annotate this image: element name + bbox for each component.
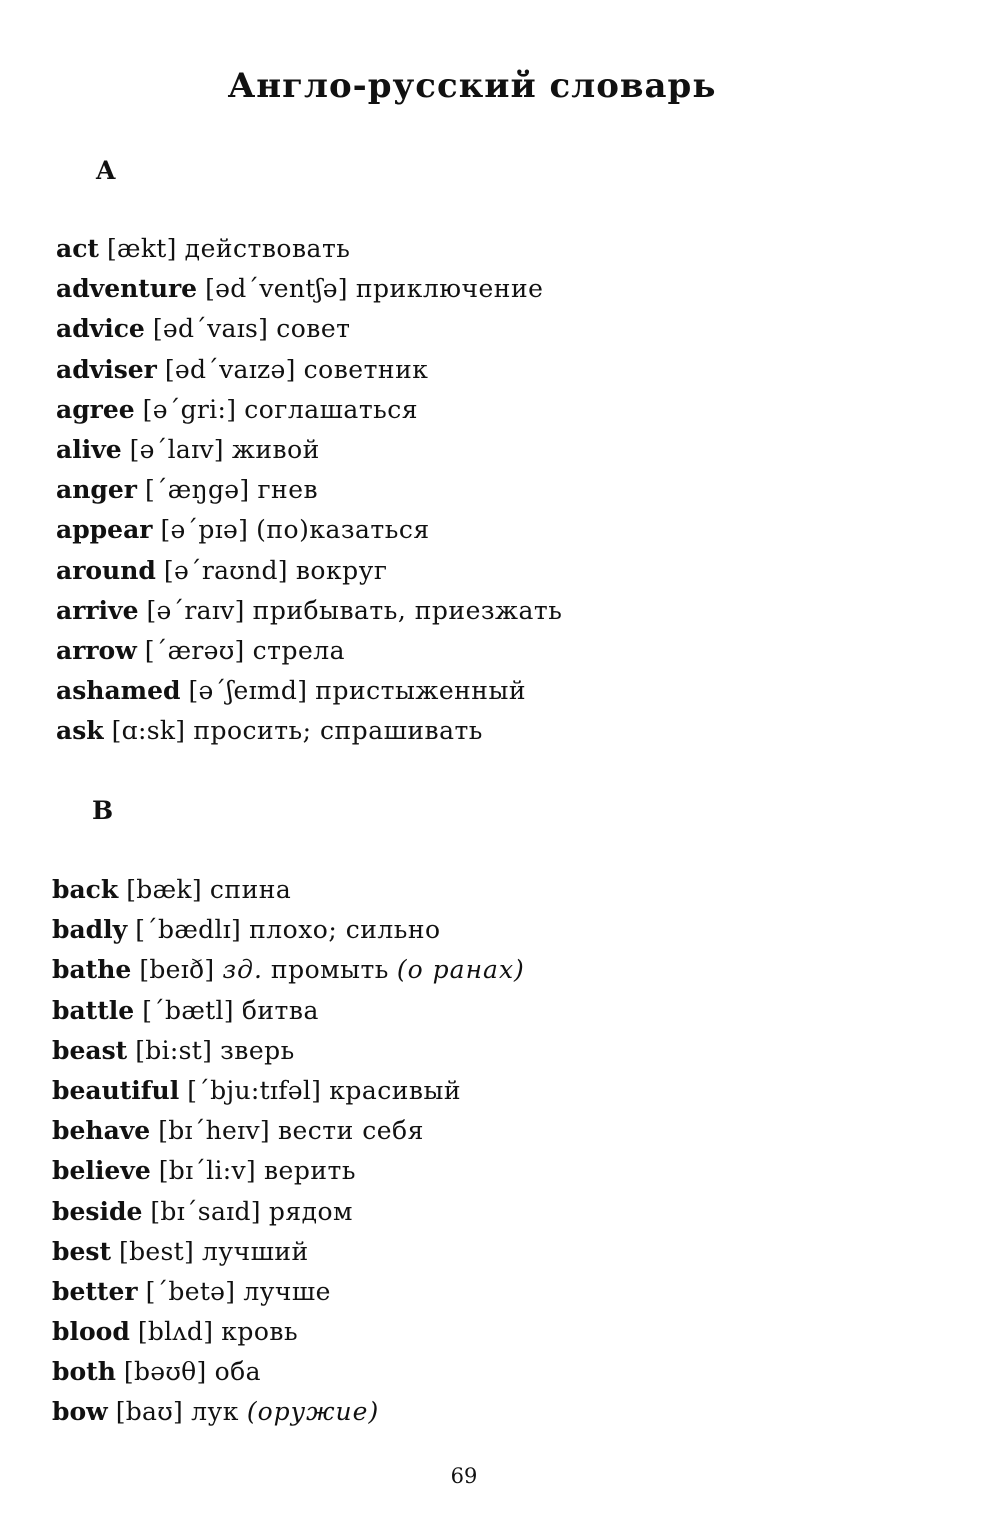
pronunciation: [΄betə] [145,1276,236,1306]
dictionary-entry [56,229,562,269]
pronunciation: [beɪð] [139,955,215,985]
headword: believe [52,1156,151,1186]
section-heading-b: B [92,796,114,825]
headword: arrow [56,635,137,665]
dictionary-entry [56,470,562,510]
dictionary-entry [52,1312,525,1352]
headword: anger [56,475,137,505]
pronunciation: [ɑ:sk] [111,716,186,746]
pronunciation: [ə΄ʃeɪmd] [188,676,308,706]
pronunciation: [əd΄vaɪs] [152,314,269,344]
dictionary-entry [52,1352,525,1392]
pronunciation: [΄bædlɪ] [135,915,242,945]
dictionary-entry [56,551,562,591]
headword: arrive [56,595,139,625]
translation: оба [214,1357,262,1387]
dictionary-entry [52,1111,525,1151]
dictionary-entry [52,950,525,990]
page-number: 69 [450,1464,478,1488]
translation: пристыженный [315,676,527,706]
pronunciation: [blʌd] [137,1317,214,1347]
dictionary-entry [52,1151,525,1191]
translation: лучше [243,1276,331,1306]
headword: beast [52,1035,128,1065]
pronunciation: [ə΄gri:] [142,394,237,424]
headword: badly [52,915,128,945]
pronunciation: [bɪ΄li:v] [158,1156,256,1186]
translation: плохо; сильно [249,915,441,945]
entry-list-a [56,229,562,751]
dictionary-entry [56,350,562,390]
pronunciation: [΄bætl] [142,995,234,1025]
dictionary-entry [52,870,525,910]
translation: лук [191,1397,239,1427]
dictionary-entry [56,711,562,751]
pronunciation: [΄æŋgə] [144,475,250,505]
headword: both [52,1357,116,1387]
headword: blood [52,1317,130,1347]
translation: кровь [221,1317,299,1347]
headword: back [52,875,119,904]
dictionary-entry [56,671,562,711]
dictionary-entry [52,991,525,1031]
translation: вокруг [295,555,388,585]
translation-note: (о ранах) [396,955,525,985]
headword: agree [56,394,135,424]
headword: adviser [56,354,157,384]
dictionary-entry [52,1392,525,1432]
headword: adventure [56,274,198,304]
headword: beautiful [52,1075,180,1105]
translation: просить; спрашивать [193,716,483,746]
pronunciation: [ə΄pɪə] [160,515,249,545]
translation: совет [276,314,351,344]
translation: живой [231,434,320,464]
translation: битва [241,995,319,1025]
translation: зверь [220,1035,295,1065]
translation: прибывать, приезжать [252,595,563,625]
pronunciation: [ækt] [106,234,177,263]
pronunciation: [ə΄laɪv] [129,434,224,464]
headword: act [56,234,99,263]
translation: гнев [257,475,319,505]
dictionary-entry [52,1232,525,1272]
dictionary-entry [56,430,562,470]
pronunciation: [bɪ΄saɪd] [150,1196,261,1226]
headword: battle [52,995,135,1025]
dictionary-entry [56,510,562,550]
translation-note: (оружие) [246,1397,380,1427]
dictionary-entry [56,390,562,430]
pronunciation: [ə΄raɪv] [146,595,245,625]
pronunciation: [əd΄vaɪzə] [164,354,296,384]
page-title: Англо-русский словарь [227,66,717,106]
translation: действовать [184,234,351,263]
translation: приключение [355,274,544,304]
dictionary-entry [52,1272,525,1312]
translation: стрела [252,635,346,665]
pronunciation: [bəʊθ] [123,1357,207,1387]
pronunciation: [ə΄raʊnd] [163,555,288,585]
headword: behave [52,1116,151,1146]
translation: вести себя [277,1116,424,1146]
pronunciation: [əd΄ventʃə] [205,274,348,304]
pronunciation: [bɪ΄heɪv] [158,1116,270,1146]
dictionary-entry [52,910,525,950]
translation: верить [263,1156,356,1186]
dictionary-entry [52,1031,525,1071]
translation: рядом [268,1196,353,1226]
section-heading-a: A [96,156,116,185]
pronunciation: [bi:st] [135,1035,213,1065]
headword: ask [56,716,104,746]
translation: (по)казаться [256,515,430,545]
dictionary-entry [52,1071,525,1111]
translation: спина [209,875,292,904]
pronunciation: [baʊ] [115,1397,184,1427]
pronunciation: [best] [119,1236,194,1266]
headword: around [56,555,156,585]
translation: промыть [270,955,389,985]
translation: лучший [202,1236,309,1266]
pronunciation: [bæk] [126,875,202,904]
translation: красивый [329,1075,462,1105]
translation: советник [303,354,429,384]
headword: ashamed [56,676,181,706]
headword: alive [56,434,122,464]
dictionary-entry [56,269,562,309]
dictionary-entry [56,591,562,631]
dictionary-entry [52,1192,525,1232]
usage-note: зд. [222,955,263,985]
headword: beside [52,1196,143,1226]
pronunciation: [΄ærəʊ] [144,635,245,665]
translation: соглашаться [244,394,419,424]
headword: best [52,1236,112,1266]
dictionary-entry [56,631,562,671]
headword: bathe [52,955,132,985]
headword: advice [56,314,145,344]
pronunciation: [΄bju:tɪfəl] [187,1075,322,1105]
headword: appear [56,515,153,545]
dictionary-entry [56,309,562,349]
headword: better [52,1276,138,1306]
entry-list-b [52,870,525,1433]
headword: bow [52,1397,108,1427]
